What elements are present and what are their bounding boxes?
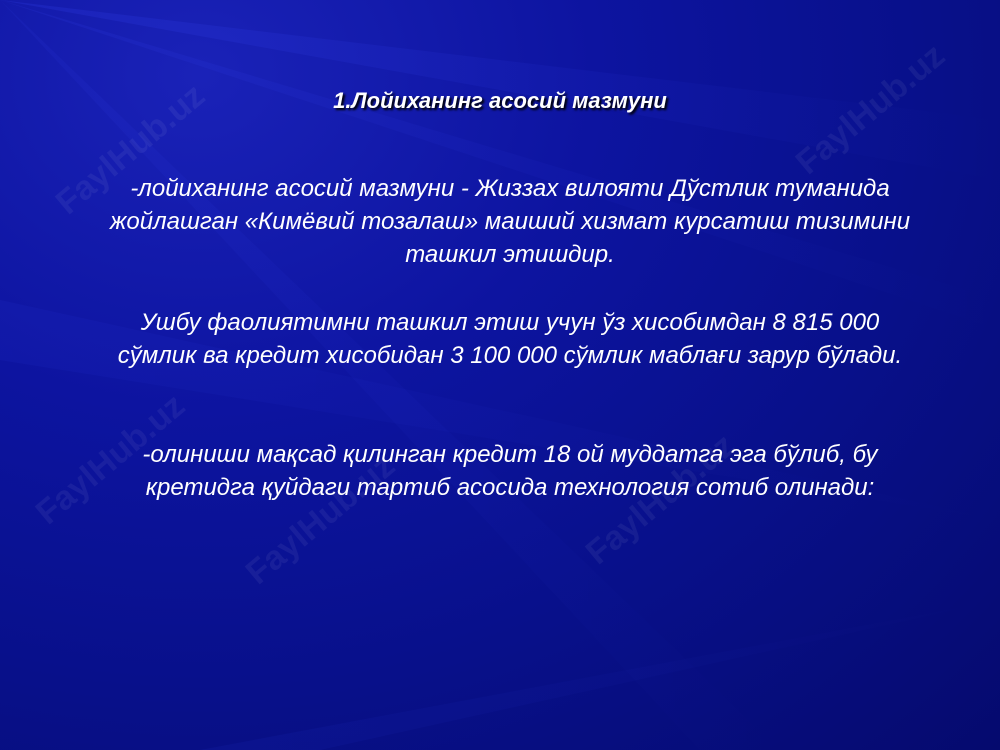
slide-title: 1.Лойиханинг асосий мазмуни bbox=[333, 88, 667, 113]
paragraph-project-content: -лойиханинг асосий мазмуни - Жиззах вилояти Дўстлик туманида жойлашган «Кимёвий тозалаш» маиший хизмат курсатиш тизимини ташкил этишдир. bbox=[109, 175, 911, 268]
paragraph-credit-terms: -олиниши мақсад қилинган кредит 18 ой муддатга эга бўлиб, бу кретидга қуйдаги тартиб асосида технология сотиб олинади: bbox=[142, 441, 878, 501]
paragraph-funding: Ушбу фаолиятимни ташкил этиш учун ўз хисобимдан 8 815 000 сўмлик ва кредит хисобидан 3 100 000 сўмлик маблағи зарур бўлади. bbox=[117, 309, 903, 369]
watermark-4: FaylHub.uz bbox=[578, 426, 743, 572]
watermark-1: FaylHub.uz bbox=[48, 76, 213, 222]
watermark-2: FaylHub.uz bbox=[788, 36, 953, 182]
watermark-3: FaylHub.uz bbox=[238, 446, 403, 592]
watermark-5: FaylHub.uz bbox=[28, 386, 193, 532]
